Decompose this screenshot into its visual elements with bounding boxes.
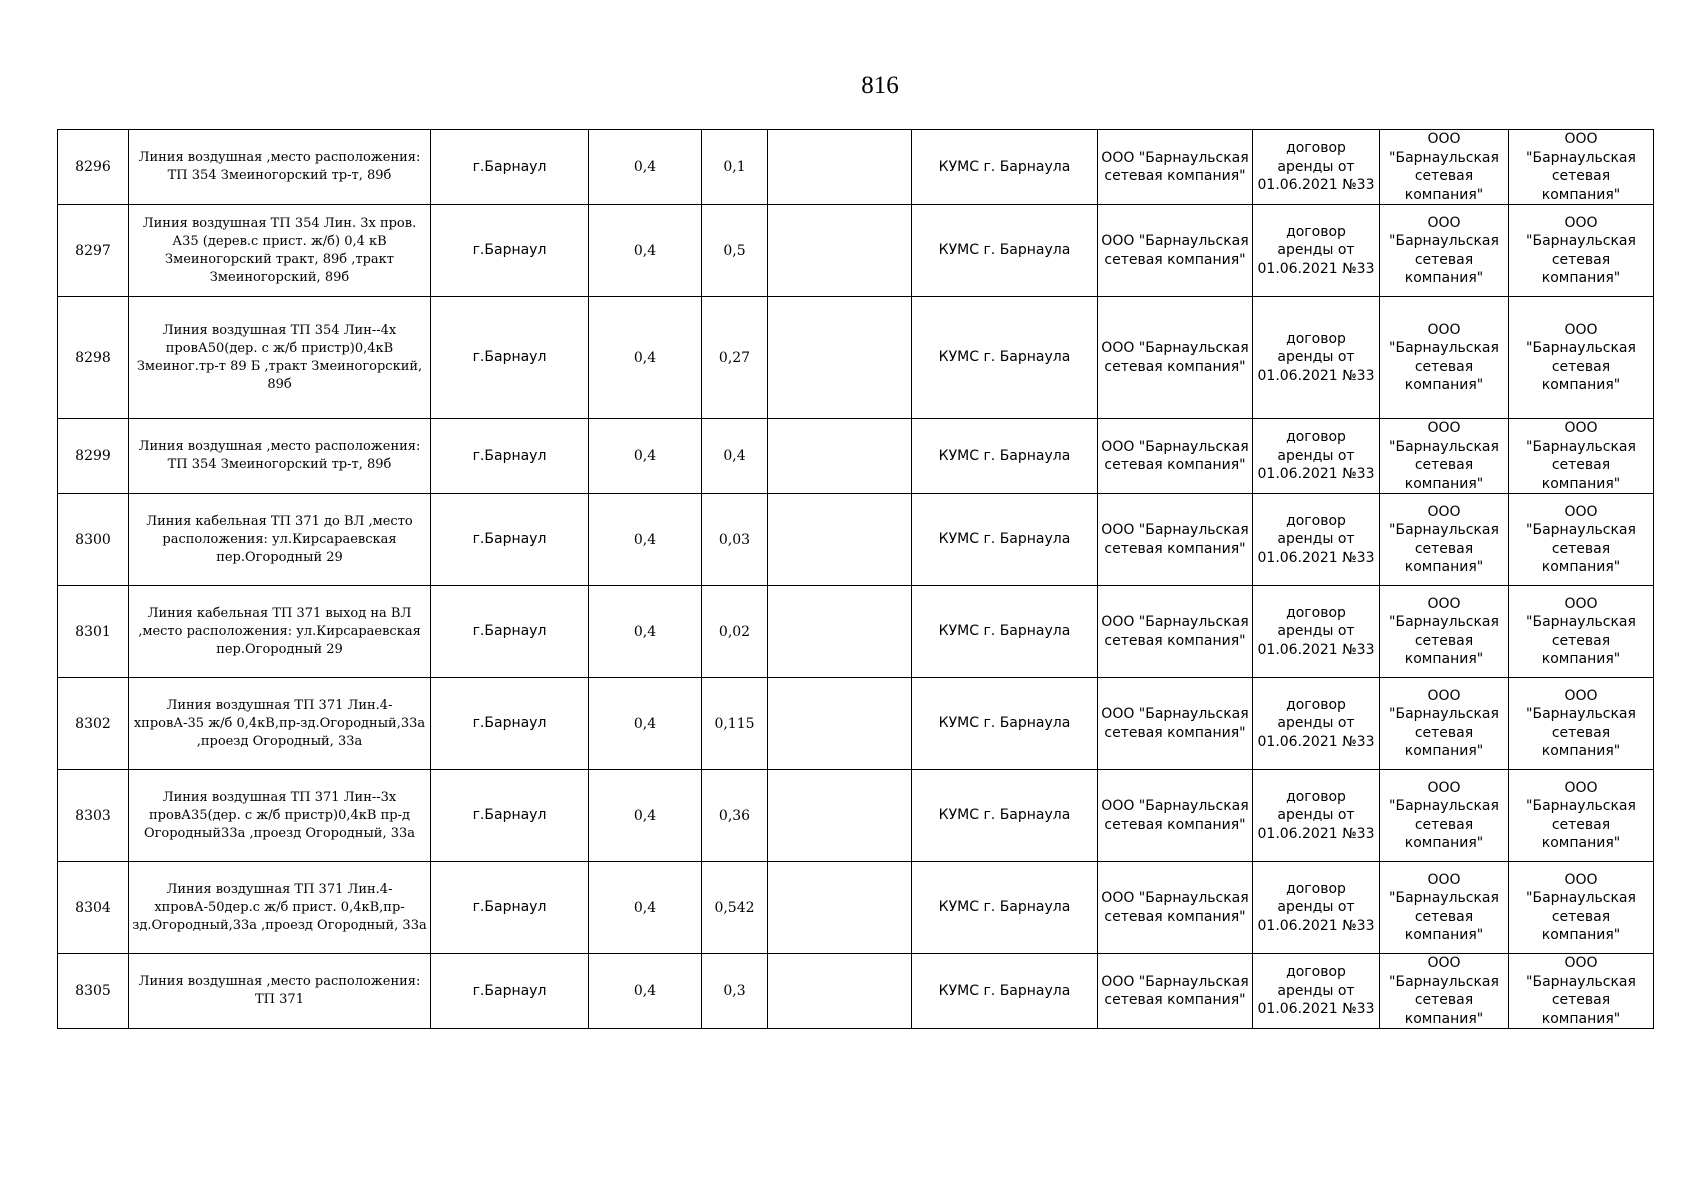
- operator-name: ООО "Барнаульская сетевая компания": [1509, 678, 1654, 770]
- object-name: Линия кабельная ТП 371 выход на ВЛ ,место расположения: ул.Кирсараевская пер.Огородный 29: [129, 586, 431, 678]
- empty-cell: [768, 205, 912, 297]
- owner-name: КУМС г. Барнаула: [912, 954, 1098, 1029]
- contract-info: договор аренды от 01.06.2021 №33: [1253, 862, 1380, 954]
- empty-cell: [768, 494, 912, 586]
- location-city: г.Барнаул: [431, 419, 589, 494]
- user-name: ООО "Барнаульская сетевая компания": [1380, 130, 1509, 205]
- holder-name: ООО "Барнаульская сетевая компания": [1098, 205, 1253, 297]
- contract-info: договор аренды от 01.06.2021 №33: [1253, 770, 1380, 862]
- contract-info: договор аренды от 01.06.2021 №33: [1253, 205, 1380, 297]
- table-row: [58, 205, 1654, 297]
- voltage-value: 0,4: [589, 862, 702, 954]
- holder-name: ООО "Барнаульская сетевая компания": [1098, 130, 1253, 205]
- row-number: 8296: [58, 130, 129, 205]
- object-name: Линия воздушная ,место расположения: ТП 354 Змеиногорский тр-т, 89б: [129, 130, 431, 205]
- user-name: ООО "Барнаульская сетевая компания": [1380, 954, 1509, 1029]
- contract-info: договор аренды от 01.06.2021 №33: [1253, 586, 1380, 678]
- location-city: г.Барнаул: [431, 862, 589, 954]
- location-city: г.Барнаул: [431, 130, 589, 205]
- owner-name: КУМС г. Барнаула: [912, 678, 1098, 770]
- empty-cell: [768, 954, 912, 1029]
- empty-cell: [768, 419, 912, 494]
- empty-cell: [768, 862, 912, 954]
- length-value: 0,1: [702, 130, 768, 205]
- operator-name: ООО "Барнаульская сетевая компания": [1509, 205, 1654, 297]
- row-number: 8301: [58, 586, 129, 678]
- location-city: г.Барнаул: [431, 205, 589, 297]
- row-number: 8303: [58, 770, 129, 862]
- length-value: 0,02: [702, 586, 768, 678]
- operator-name: ООО "Барнаульская сетевая компания": [1509, 862, 1654, 954]
- user-name: ООО "Барнаульская сетевая компания": [1380, 419, 1509, 494]
- voltage-value: 0,4: [589, 678, 702, 770]
- holder-name: ООО "Барнаульская сетевая компания": [1098, 494, 1253, 586]
- table-row: [58, 586, 1654, 678]
- length-value: 0,03: [702, 494, 768, 586]
- user-name: ООО "Барнаульская сетевая компания": [1380, 205, 1509, 297]
- location-city: г.Барнаул: [431, 297, 589, 419]
- user-name: ООО "Барнаульская сетевая компания": [1380, 494, 1509, 586]
- object-name: Линия воздушная ,место расположения: ТП 371: [129, 954, 431, 1029]
- holder-name: ООО "Барнаульская сетевая компания": [1098, 586, 1253, 678]
- voltage-value: 0,4: [589, 586, 702, 678]
- holder-name: ООО "Барнаульская сетевая компания": [1098, 770, 1253, 862]
- table-row: [58, 419, 1654, 494]
- empty-cell: [768, 586, 912, 678]
- table-row: [58, 678, 1654, 770]
- empty-cell: [768, 770, 912, 862]
- user-name: ООО "Барнаульская сетевая компания": [1380, 862, 1509, 954]
- object-name: Линия воздушная ТП 354 Лин--4х провА50(дер. с ж/б пристр)0,4кВ Змеиног.тр-т 89 Б ,тракт Змеиногорский, 89б: [129, 297, 431, 419]
- length-value: 0,36: [702, 770, 768, 862]
- object-name: Линия воздушная ТП 371 Лин.4-хпровА-35 ж/б 0,4кВ,пр-зд.Огородный,33а ,проезд Огородный, 33а: [129, 678, 431, 770]
- location-city: г.Барнаул: [431, 954, 589, 1029]
- location-city: г.Барнаул: [431, 678, 589, 770]
- voltage-value: 0,4: [589, 419, 702, 494]
- owner-name: КУМС г. Барнаула: [912, 130, 1098, 205]
- length-value: 0,115: [702, 678, 768, 770]
- object-name: Линия кабельная ТП 371 до ВЛ ,место расположения: ул.Кирсараевская пер.Огородный 29: [129, 494, 431, 586]
- empty-cell: [768, 130, 912, 205]
- length-value: 0,27: [702, 297, 768, 419]
- owner-name: КУМС г. Барнаула: [912, 770, 1098, 862]
- row-number: 8299: [58, 419, 129, 494]
- voltage-value: 0,4: [589, 130, 702, 205]
- location-city: г.Барнаул: [431, 494, 589, 586]
- contract-info: договор аренды от 01.06.2021 №33: [1253, 130, 1380, 205]
- location-city: г.Барнаул: [431, 770, 589, 862]
- contract-info: договор аренды от 01.06.2021 №33: [1253, 419, 1380, 494]
- voltage-value: 0,4: [589, 297, 702, 419]
- operator-name: ООО "Барнаульская сетевая компания": [1509, 954, 1654, 1029]
- length-value: 0,5: [702, 205, 768, 297]
- length-value: 0,542: [702, 862, 768, 954]
- contract-info: договор аренды от 01.06.2021 №33: [1253, 678, 1380, 770]
- voltage-value: 0,4: [589, 954, 702, 1029]
- owner-name: КУМС г. Барнаула: [912, 205, 1098, 297]
- row-number: 8304: [58, 862, 129, 954]
- operator-name: ООО "Барнаульская сетевая компания": [1509, 419, 1654, 494]
- length-value: 0,3: [702, 954, 768, 1029]
- owner-name: КУМС г. Барнаула: [912, 494, 1098, 586]
- row-number: 8302: [58, 678, 129, 770]
- row-number: 8298: [58, 297, 129, 419]
- length-value: 0,4: [702, 419, 768, 494]
- holder-name: ООО "Барнаульская сетевая компания": [1098, 678, 1253, 770]
- holder-name: ООО "Барнаульская сетевая компания": [1098, 862, 1253, 954]
- user-name: ООО "Барнаульская сетевая компания": [1380, 297, 1509, 419]
- page-number: 816: [861, 72, 899, 99]
- object-name: Линия воздушная ТП 371 Лин.4-хпровА-50дер.с ж/б прист. 0,4кВ,пр-зд.Огородный,33а ,проезд Огородный, 33а: [129, 862, 431, 954]
- row-number: 8297: [58, 205, 129, 297]
- registry-table: [57, 129, 1654, 1029]
- user-name: ООО "Барнаульская сетевая компания": [1380, 586, 1509, 678]
- row-number: 8305: [58, 954, 129, 1029]
- operator-name: ООО "Барнаульская сетевая компания": [1509, 770, 1654, 862]
- object-name: Линия воздушная ,место расположения: ТП 354 Змеиногорский тр-т, 89б: [129, 419, 431, 494]
- object-name: Линия воздушная ТП 354 Лин. 3х пров. А35 (дерев.с прист. ж/б) 0,4 кВ Змеиногорский тракт, 89б ,тракт Змеиногорский, 89б: [129, 205, 431, 297]
- contract-info: договор аренды от 01.06.2021 №33: [1253, 954, 1380, 1029]
- empty-cell: [768, 678, 912, 770]
- table-row: [58, 770, 1654, 862]
- holder-name: ООО "Барнаульская сетевая компания": [1098, 297, 1253, 419]
- empty-cell: [768, 297, 912, 419]
- table-row: [58, 297, 1654, 419]
- location-city: г.Барнаул: [431, 586, 589, 678]
- owner-name: КУМС г. Барнаула: [912, 297, 1098, 419]
- contract-info: договор аренды от 01.06.2021 №33: [1253, 297, 1380, 419]
- owner-name: КУМС г. Барнаула: [912, 586, 1098, 678]
- table-row: [58, 862, 1654, 954]
- owner-name: КУМС г. Барнаула: [912, 419, 1098, 494]
- operator-name: ООО "Барнаульская сетевая компания": [1509, 494, 1654, 586]
- table-row: [58, 494, 1654, 586]
- contract-info: договор аренды от 01.06.2021 №33: [1253, 494, 1380, 586]
- user-name: ООО "Барнаульская сетевая компания": [1380, 678, 1509, 770]
- owner-name: КУМС г. Барнаула: [912, 862, 1098, 954]
- operator-name: ООО "Барнаульская сетевая компания": [1509, 586, 1654, 678]
- operator-name: ООО "Барнаульская сетевая компания": [1509, 297, 1654, 419]
- operator-name: ООО "Барнаульская сетевая компания": [1509, 130, 1654, 205]
- voltage-value: 0,4: [589, 770, 702, 862]
- voltage-value: 0,4: [589, 494, 702, 586]
- table-row: [58, 954, 1654, 1029]
- registry-body: [58, 130, 1654, 1029]
- holder-name: ООО "Барнаульская сетевая компания": [1098, 954, 1253, 1029]
- table-row: [58, 130, 1654, 205]
- holder-name: ООО "Барнаульская сетевая компания": [1098, 419, 1253, 494]
- user-name: ООО "Барнаульская сетевая компания": [1380, 770, 1509, 862]
- row-number: 8300: [58, 494, 129, 586]
- object-name: Линия воздушная ТП 371 Лин--3х провА35(дер. с ж/б пристр)0,4кВ пр-д Огородный33а ,проезд Огородный, 33а: [129, 770, 431, 862]
- voltage-value: 0,4: [589, 205, 702, 297]
